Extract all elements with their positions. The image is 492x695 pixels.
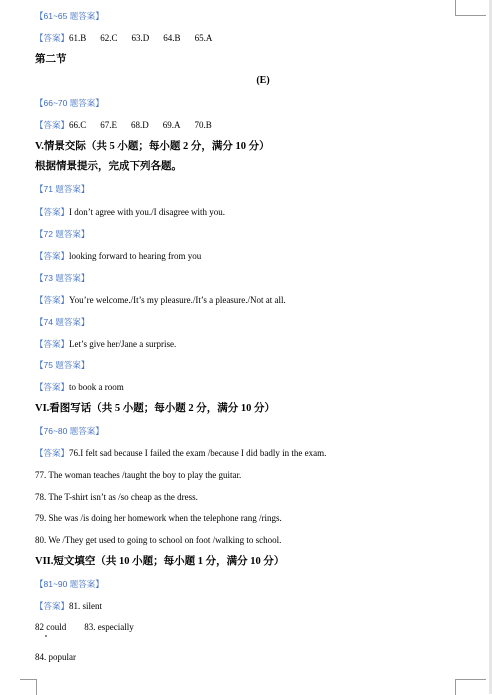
question-tag: 【81~90 题答案】 [35,579,104,589]
answer-prefix: 【答案】 [35,295,70,305]
corner-mark-bottom-left [20,679,37,695]
question-tag: 【73 题答案】 [35,273,90,283]
question-tag: 【76~80 题答案】 [35,426,104,436]
answer-line [35,32,226,44]
answer-text: looking forward to hearing from you [69,251,202,261]
answer-value: 68.D [131,120,149,130]
answer-value: 65.A [194,33,213,43]
answer-value: 70.B [194,120,212,130]
answer-value: 63.D [131,33,150,43]
answer-line [35,338,176,350]
question-tag: 【75 题答案】 [35,360,90,370]
centered-answer: (E) [256,75,270,86]
answer-line [35,600,102,612]
section-heading: 根据情景提示，完成下列各题。 [35,161,182,172]
answer-line [35,206,225,218]
answer-prefix: 【答案】 [35,33,70,43]
answer-prefix: 【答案】 [35,601,70,611]
answer-prefix: 【答案】 [35,251,70,261]
answer-value: 82 could [35,622,67,632]
answer-text: Let’s give her/Jane a surprise. [69,339,177,349]
corner-mark-top-right [455,0,486,16]
answer-line [35,621,134,633]
answer-prefix: 【答案】 [35,120,70,130]
section-heading: 第二节 [35,54,67,65]
answer-value: 69.A [162,120,181,130]
answer-text-line: 77. The woman teaches /taught the boy to play the guitar. [35,470,242,480]
answer-value: 61.B [69,33,87,43]
answer-line [35,119,226,131]
answer-text: I don’t agree with you./I disagree with you. [69,207,226,217]
section-heading: VI.看图写话（共 5 小题；每小题 2 分，满分 10 分） [35,403,276,414]
answer-value: 62.C [100,33,118,43]
question-tag: 【66~70 题答案】 [35,98,104,108]
question-tag: 【71 题答案】 [35,184,90,194]
question-tag: 【61~65 题答案】 [35,11,104,21]
answer-prefix: 【答案】 [35,382,70,392]
corner-mark-bottom-right [455,679,486,695]
answer-value: 67.E [100,120,118,130]
stray-mark [45,635,47,637]
answer-text-line: 78. The T-shirt isn’t as /so cheap as the dress. [35,492,198,502]
answer-line [35,294,286,306]
answer-value: 64.B [163,33,181,43]
question-tag: 【72 题答案】 [35,229,90,239]
answer-text-line: 80. We /They get used to going to school on foot /walking to school. [35,535,282,545]
answer-text: 76.I felt sad because I failed the exam /because I did badly in the exam. [69,448,327,458]
answer-text: to book a room [69,382,124,392]
answer-line [35,381,124,393]
answer-text: You’re welcome./It’s my pleasure./It’s a pleasure./Not at all. [69,295,286,305]
answer-text-line: 79. She was /is doing her homework when the telephone rang /rings. [35,513,282,523]
answer-line [35,250,201,262]
answer-prefix: 【答案】 [35,339,70,349]
answer-value: 83. especially [84,622,134,632]
answer-text-line: 84. popular [35,652,76,662]
section-heading: VII.短文填空（共 10 小题；每小题 1 分，满分 10 分） [35,556,285,567]
answer-line [35,447,326,459]
answer-value: 66.C [69,120,87,130]
answer-prefix: 【答案】 [35,448,70,458]
question-tag: 【74 题答案】 [35,317,90,327]
answer-prefix: 【答案】 [35,207,70,217]
answer-text: 81. silent [69,601,103,611]
section-heading: V.情景交际（共 5 小题；每小题 2 分，满分 10 分） [35,141,270,152]
